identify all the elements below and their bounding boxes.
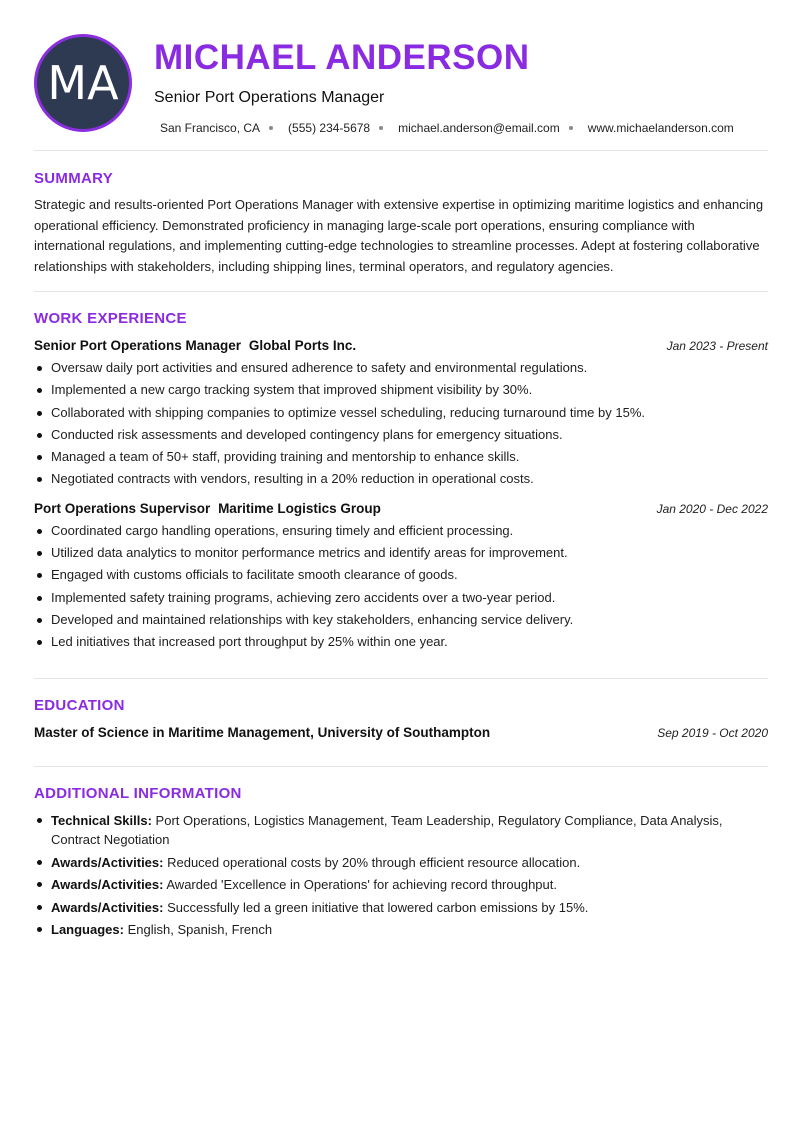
list-item: Coordinated cargo handling operations, ensuring timely and efficient processing. — [34, 520, 768, 542]
avatar-initials: MA — [47, 56, 119, 110]
list-item: Led initiatives that increased port throughput by 25% within one year. — [34, 631, 768, 653]
job-entry — [34, 338, 768, 491]
item-text: Port Operations, Logistics Management, Team Leadership, Regulatory Compliance, Data Analysis, Contract Negotiation — [51, 812, 723, 848]
list-item: Negotiated contracts with vendors, resulting in a 20% reduction in operational costs. — [34, 468, 768, 490]
item-label: Awards/Activities: — [51, 877, 164, 893]
education-entry — [34, 725, 768, 740]
resume-page — [34, 34, 768, 943]
job-header — [34, 338, 768, 353]
divider — [34, 678, 768, 679]
list-item: Utilized data analytics to monitor performance metrics and identify areas for improvement. — [34, 542, 768, 564]
contact-phone: (555) 234-5678 — [288, 121, 371, 135]
work-experience-heading: WORK EXPERIENCE — [34, 310, 187, 327]
job-title: Port Operations Supervisor — [34, 500, 211, 516]
additional-info-heading: ADDITIONAL INFORMATION — [34, 784, 242, 802]
job-company: Global Ports Inc. — [248, 338, 357, 353]
item-text: English, Spanish, French — [127, 922, 273, 938]
list-item — [34, 898, 768, 918]
job-company: Maritime Logistics Group — [218, 500, 381, 516]
summary-text: Strategic and results-oriented Port Operations Manager with extensive expertise in optimizing maritime logistics and enhancing operational efficiency. Demonstrated proficiency in managing large-scale port operations, ensuring compliance with international regulations, and implementing cutting-edge technologies to streamline processes. Adept at fostering collaborative relationships with stakeholders, including shipping lines, terminal operators, and regulatory agencies. — [34, 197, 764, 274]
divider — [34, 291, 768, 292]
job-bullets — [34, 357, 768, 491]
candidate-name: MICHAEL ANDERSON — [154, 38, 530, 77]
list-item: Conducted risk assessments and developed contingency plans for emergency situations. — [34, 424, 768, 446]
contact-email[interactable]: michael.anderson@email.com — [398, 121, 560, 135]
resume-header — [34, 34, 768, 137]
divider — [34, 766, 768, 767]
contact-website[interactable]: www.michaelanderson.com — [587, 121, 734, 135]
job-dates: Jan 2023 - Present — [666, 339, 768, 353]
job-role — [34, 501, 381, 516]
item-text: Awarded 'Excellence in Operations' for achieving record throughput. — [166, 877, 557, 893]
separator-dot-icon — [269, 126, 273, 130]
list-item: Collaborated with shipping companies to optimize vessel scheduling, reducing turnaround time by 15%. — [34, 402, 768, 424]
additional-info-list — [34, 811, 768, 940]
job-title: Senior Port Operations Manager — [34, 338, 242, 353]
list-item — [34, 811, 768, 850]
contact-line — [160, 121, 734, 135]
separator-dot-icon — [569, 126, 573, 130]
list-item: Implemented a new cargo tracking system that improved shipment visibility by 30%. — [34, 379, 768, 401]
list-item: Engaged with customs officials to facilitate smooth clearance of goods. — [34, 564, 768, 586]
candidate-title: Senior Port Operations Manager — [154, 89, 385, 106]
education-dates: Sep 2019 - Oct 2020 — [657, 725, 768, 740]
contact-location: San Francisco, CA — [160, 121, 261, 135]
job-entry — [34, 501, 768, 654]
education-heading: EDUCATION — [34, 696, 125, 714]
list-item: Developed and maintained relationships with key stakeholders, enhancing service delivery. — [34, 609, 768, 631]
list-item — [34, 853, 768, 873]
item-label: Awards/Activities: — [51, 899, 164, 915]
item-text: Reduced operational costs by 20% through efficient resource allocation. — [167, 854, 581, 870]
summary-heading: SUMMARY — [34, 170, 114, 187]
job-bullets — [34, 520, 768, 654]
job-header — [34, 501, 768, 516]
avatar — [34, 34, 132, 132]
job-dates: Jan 2020 - Dec 2022 — [656, 501, 768, 516]
list-item — [34, 875, 768, 895]
divider — [34, 150, 768, 151]
item-label: Awards/Activities: — [51, 854, 164, 870]
list-item: Implemented safety training programs, achieving zero accidents over a two-year period. — [34, 587, 768, 609]
list-item: Managed a team of 50+ staff, providing training and mentorship to enhance skills. — [34, 446, 768, 468]
item-label: Technical Skills: — [51, 812, 152, 828]
item-text: Successfully led a green initiative that lowered carbon emissions by 15%. — [167, 899, 589, 915]
list-item — [34, 920, 768, 940]
separator-dot-icon — [379, 126, 383, 130]
list-item: Oversaw daily port activities and ensured adherence to safety and environmental regulations. — [34, 357, 768, 379]
item-label: Languages: — [51, 922, 124, 938]
job-role — [34, 338, 356, 353]
education-degree: Master of Science in Maritime Management, University of Southampton — [34, 724, 491, 740]
